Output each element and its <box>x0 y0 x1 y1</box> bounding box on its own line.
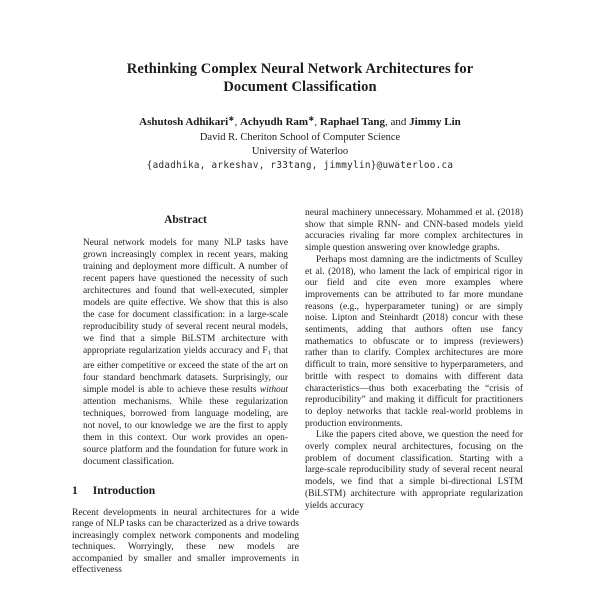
author-footnote-marker: ∗ <box>228 114 235 123</box>
author-name: Ashutosh Adhikari <box>139 116 229 128</box>
author-name: Achyudh Ram <box>239 116 309 128</box>
abstract-seg1: Neural network models for many NLP tasks have grown increasingly complex in recent years, making training and deployment more difficult. A number of recent papers have questioned the necessity of such architectures and found that well-executed, simpler models are quite effective. We show that this is also the case for document classification: in a large-scale reproducibility study of several recent neural models, we find that a simple BiLSTM architecture with appropriate regularization yields accuracy and F <box>83 238 288 356</box>
section-number: 1 <box>72 484 78 497</box>
author-separator: , and <box>385 116 410 128</box>
body-paragraph-1: neural machinery unnecessary. Mohammed et al. (2018) show that simple RNN- and CNN-based models yield accuracies rivaling far more complex architectures in simple question answering over knowledge graphs. <box>305 208 523 254</box>
author-name: Raphael Tang <box>319 116 386 128</box>
author <box>139 116 240 128</box>
body-paragraph-3: Like the papers cited above, we question the need for overly complex neural architectures, focusing on the problem of document classification. Starting with a large-scale reproducibility study of several recent neural models, we find that a simple bi-directional LSTM (BiLSTM) architecture with appropriate regularization yields accuracy <box>305 430 523 511</box>
affiliation-university: University of Waterloo <box>251 145 349 157</box>
abstract-seg3: attention mechanisms. While these regularization techniques, borrowed from language modeling, are not novel, to our knowledge we are the first to apply them in this context. Our work provides an open-source platform and the foundation for future work in document classification. <box>83 396 288 467</box>
author-name: Jimmy Lin <box>409 116 461 128</box>
author-separator: , <box>234 116 240 128</box>
intro-paragraph: Recent developments in neural architectures for a wide range of NLP tasks can be characterized as a drive towards increasingly complex network components and modeling techniques. Worryingly, these new models are accompanied by smaller and smaller improvements in effectiveness <box>72 506 299 576</box>
abstract-seg2: that are either competitive or exceed the state of the art on four standard benchmark datasets. Surprisingly, our simple model is able to achieve these results <box>83 346 288 395</box>
f1-subscript: 1 <box>267 349 271 357</box>
paper-title-line-1: Rethinking Complex Neural Network Architectures for <box>126 61 474 77</box>
author-separator: , <box>314 116 320 128</box>
author <box>320 116 409 128</box>
author-emails: {adadhika, arkeshav, r33tang, jimmylin}@uwaterloo.ca <box>146 160 454 171</box>
paper-header <box>0 61 600 171</box>
right-column <box>305 208 523 512</box>
section-heading-introduction <box>72 484 299 498</box>
left-column <box>72 208 299 586</box>
author-footnote-marker: ∗ <box>308 114 315 123</box>
abstract-heading: Abstract <box>164 214 207 226</box>
paper-title-line-2: Document Classification <box>223 78 377 95</box>
emphasis-without: without <box>259 384 288 395</box>
abstract-text <box>83 237 288 468</box>
author <box>409 116 461 128</box>
author <box>240 116 320 128</box>
author-list <box>0 116 600 129</box>
affiliation-school: David R. Cheriton School of Computer Science <box>199 132 401 143</box>
section-title: Introduction <box>92 484 156 497</box>
body-paragraph-2: Perhaps most damning are the indictments of Sculley et al. (2018), who lament the lack of empirical rigor in our field and cite even more examples where improvements can be attributed to far more mundane reasons (e.g., hyperparameter tuning) or are simply noise. Lipton and Steinhardt (2018) concur with these sentiments, adding that authors often use fancy mathematics to obfuscate or to impress (reviewers) rather than to clarify. Complex architectures are more difficult to train, more sensitive to hyperparameters, and brittle with respect to domains with different data characteristics—thus both exacerbating the “crisis of reproducibility” and making it difficult for practitioners to deploy networks that tackle real-world problems in production environments. <box>305 254 523 429</box>
